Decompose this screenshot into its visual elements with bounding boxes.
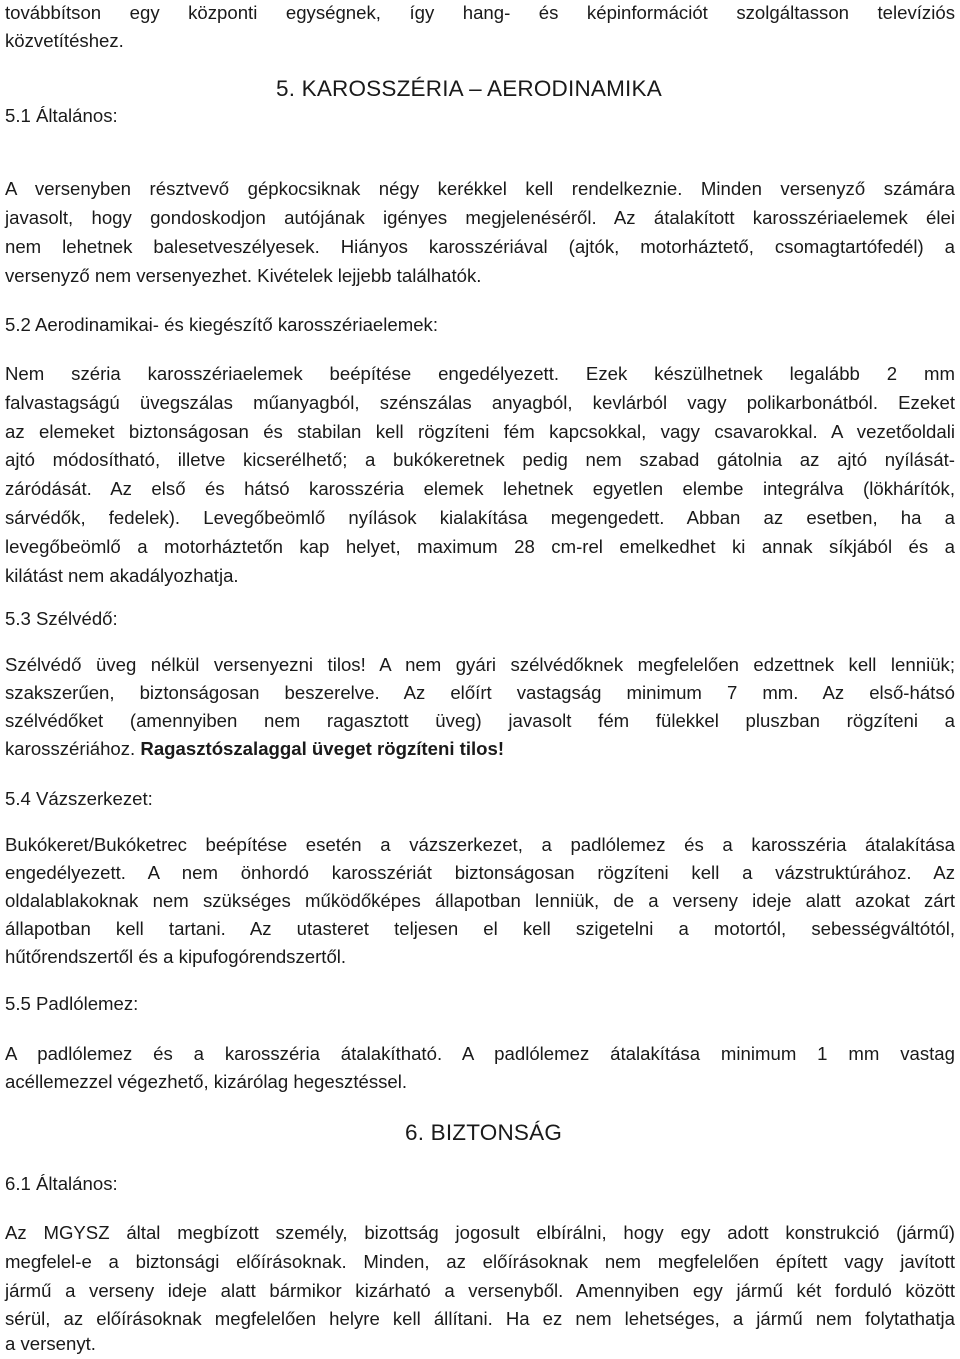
section-5-4-heading: 5.4 Vázszerkezet:	[5, 788, 153, 809]
s52-line-4: ajtó módosítható, illetve kicserélhető; a bukókeretnek pedig nem szabad gátolnia az ajtó nyílását-	[5, 449, 955, 470]
s52-line-7: levegőbeömlő a motorháztetőn kap helyet, maximum 28 cm-rel emelkedhet ki annak síkjából és a	[5, 536, 955, 557]
s52-line-1: Nem széria karosszériaelemek beépítése engedélyezett. Ezek készülhetnek legalább 2 mm	[5, 363, 955, 384]
s54-line-1: Bukókeret/Bukóketrec beépítése esetén a vázszerkezet, a padlólemez és a karosszéria átalakítása	[5, 834, 955, 855]
s52-line-5: záródását. Az első és hátsó karosszéria elemek lehetnek egyetlen elembe integrálva (lökhárítók,	[5, 478, 955, 499]
s51-line-2: javasolt, hogy gondoskodjon autójának igényes megjelenéséről. Az átalakított karosszériaelemek élei	[5, 207, 955, 228]
s61-line-5: a versenyt.	[5, 1333, 96, 1354]
s53-warning-bold: Ragasztószalaggal üveget rögzíteni tilos!	[140, 738, 505, 759]
s54-line-2: engedélyezett. A nem önhordó karosszériát biztonságosan rögzíteni kell a vázstruktúrához. Az	[5, 862, 955, 883]
intro-line-1: továbbítson egy központi egységnek, így hang- és képinformációt szolgáltasson televíziós	[5, 2, 955, 23]
section-6-1-heading: 6.1 Általános:	[5, 1173, 118, 1194]
s54-line-5: hűtőrendszertől és a kipufogórendszertől.	[5, 946, 347, 967]
s51-line-4: versenyző nem versenyezhet. Kivételek lejjebb találhatók.	[5, 265, 482, 286]
s52-line-3: az elemeket biztonságosan és stabilan kell rögzíteni fém kapcsokkal, vagy csavarokkal. A vezetőoldali	[5, 421, 955, 442]
intro-line-2: közvetítéshez.	[5, 30, 124, 51]
s53-line-2: szakszerűen, biztonságosan beszerelve. Az előírt vastagság minimum 7 mm. Az első-hátsó	[5, 682, 955, 703]
s52-line-2: falvastagságú üvegszálas műanyagból, szénszálas anyagból, kevlárból vagy polikarbonátból. Ezeket	[5, 392, 955, 413]
s61-line-3: jármű a verseny ideje alatt bármikor kizárható a versenyből. Amennyiben egy jármű két forduló között	[5, 1280, 955, 1301]
s54-line-4: állapotban kell tartani. Az utasteret teljesen el kell szigetelni a motortól, sebességváltótól,	[5, 918, 955, 939]
s61-line-4: sérül, az előírásoknak megfelelően helyre kell állítani. Ha ez nem lehetséges, a jármű nem folytathatja	[5, 1308, 955, 1329]
s61-line-1: Az MGYSZ által megbízott személy, bizottság jogosult elbírálni, hogy egy adott konstrukció (jármű)	[5, 1222, 955, 1243]
s55-line-2: acéllemezzel végezhető, kizárólag hegesztéssel.	[5, 1071, 408, 1092]
chapter-5-title: 5. KAROSSZÉRIA – AERODINAMIKA	[276, 76, 662, 101]
s51-line-3: nem lehetnek balesetveszélyesek. Hiányos karosszériával (ajtók, motorháztető, csomagtartófedél) a	[5, 236, 955, 257]
section-5-3-heading: 5.3 Szélvédő:	[5, 608, 118, 629]
s54-line-3: oldalablakoknak nem szükséges működőképes állapotban lenniük, de a verseny ideje alatt azokat zárt	[5, 890, 955, 911]
section-5-2-heading: 5.2 Aerodinamikai- és kiegészítő karosszériaelemek:	[5, 314, 439, 335]
s55-line-1: A padlólemez és a karosszéria átalakítható. A padlólemez átalakítása minimum 1 mm vastag	[5, 1043, 955, 1064]
s61-line-2: megfelel-e a biztonsági előírásoknak. Minden, az előírásoknak nem megfelelően épített vagy javított	[5, 1251, 955, 1272]
s53-line-4	[5, 734, 955, 763]
s51-line-1: A versenyben résztvevő gépkocsiknak négy kerékkel kell rendelkeznie. Minden versenyző számára	[5, 178, 955, 199]
section-5-5-heading: 5.5 Padlólemez:	[5, 993, 139, 1014]
s53-line-4-start: karosszériához.	[5, 738, 141, 759]
s53-line-1: Szélvédő üveg nélkül versenyezni tilos! A nem gyári szélvédőknek megfelelően edzettnek kell lenniük;	[5, 654, 955, 675]
s52-line-8: kilátást nem akadályozhatja.	[5, 565, 239, 586]
section-5-1-heading: 5.1 Általános:	[5, 105, 118, 126]
s53-line-3: szélvédőket (amennyiben nem ragasztott üveg) javasolt fém fülekkel pluszban rögzíteni a	[5, 710, 955, 731]
chapter-6-title: 6. BIZTONSÁG	[405, 1120, 563, 1145]
s52-line-6: sárvédők, fedelek). Levegőbeömlő nyílások kialakítása megengedett. Abban az esetben, ha a	[5, 507, 955, 528]
